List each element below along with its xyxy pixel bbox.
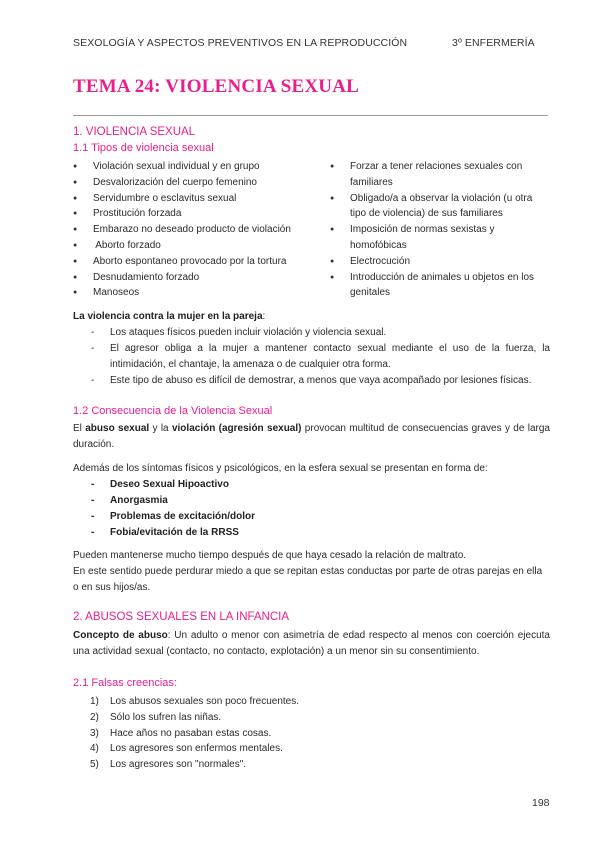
item-text: Sólo los sufren las niñas.	[110, 711, 222, 723]
item-number: 4)	[90, 743, 99, 755]
list-item: - Deseo Sexual Hipoactivo	[73, 477, 550, 493]
symptoms-intro: Además de los síntomas físicos y psicológicos, en la esfera sexual se presentan en forma de:	[73, 463, 488, 474]
list-item: - Anorgasmia	[73, 493, 550, 509]
section-1-heading: 1. VIOLENCIA SEXUAL	[73, 126, 196, 138]
persistence-paragraph: Pueden mantenerse mucho tiempo después de que haya cesado la relación de maltrato.	[73, 550, 467, 561]
consequences-paragraph	[73, 421, 550, 453]
item-text: Hace años no pasaban estas cosas.	[110, 727, 272, 739]
sexual-symptoms-list	[73, 477, 550, 541]
pareja-colon: :	[262, 311, 266, 322]
list-item	[73, 757, 550, 773]
concept-text: : Un adulto o menor con asimetría de edad respecto al menos con coerción ejecuta una actividad sexual (contacto, no contacto, explotación) a un menor sin su consentimiento.	[73, 630, 550, 657]
pareja-label-line	[73, 309, 265, 325]
list-item: - Problemas de excitación/dolor	[73, 509, 550, 525]
abuse-concept-paragraph	[73, 628, 550, 660]
list-item: ● Introducción de animales u objetos en los genitales	[330, 270, 550, 302]
list-item: ● Obligado/a a observar la violación (u otra tipo de violencia) de sus familiares	[330, 191, 550, 223]
section-1-1-heading: 1.1 Tipos de violencia sexual	[73, 142, 214, 154]
item-number: 3)	[90, 727, 99, 739]
list-item: ● Desvalorización del cuerpo femenino	[73, 175, 313, 191]
header-course: SEXOLOGÍA Y ASPECTOS PREVENTIVOS EN LA REPRODUCCIÓN	[73, 37, 408, 49]
section-1-2-heading: 1.2 Consecuencia de la Violencia Sexual	[73, 405, 273, 417]
list-item: ● Desnudamiento forzado	[73, 270, 313, 286]
list-item	[73, 694, 550, 710]
list-item: ● Forzar a tener relaciones sexuales con familiares	[330, 159, 550, 191]
list-item: - Este tipo de abuso es difícil de demostrar, a menos que vaya acompañado por lesiones físicas.	[73, 373, 550, 389]
bold-abuso: abuso sexual	[85, 423, 150, 434]
fear-paragraph: En este sentido puede perdurar miedo a que se repitan estas conductas por parte de otras parejas en ella o en sus hijos/as.	[73, 566, 543, 593]
false-beliefs-list	[73, 694, 550, 773]
title-divider	[73, 115, 548, 116]
list-item: ● Imposición de normas sexistas y homofóbicas	[330, 222, 550, 254]
list-item: ● Manoseos	[73, 285, 313, 301]
item-number: 5)	[90, 759, 99, 771]
bold-violacion: violación (agresión sexual)	[171, 423, 302, 434]
list-item	[73, 741, 550, 757]
section-2-1-heading: 2.1 Falsas creencias:	[73, 677, 177, 689]
list-item: ● Violación sexual individual y en grupo	[73, 159, 313, 175]
list-item: - Los ataques físicos pueden incluir violación y violencia sexual.	[73, 325, 550, 341]
list-item: ● Aborto espontaneo provocado por la tortura	[73, 254, 313, 270]
list-item	[73, 726, 550, 742]
text-run: y la	[149, 423, 172, 434]
pareja-list	[73, 325, 550, 389]
page-number: 198	[532, 797, 550, 809]
violence-types-right	[330, 159, 550, 301]
list-item: ● Embarazo no deseado producto de violación	[73, 222, 313, 238]
page-title: TEMA 24: VIOLENCIA SEXUAL	[73, 76, 360, 97]
list-item	[73, 710, 550, 726]
list-item: ● Aborto forzado	[73, 238, 313, 254]
concept-label: Concepto de abuso	[73, 630, 168, 641]
text-run: El	[73, 423, 86, 434]
text-run: provocan multitud de consecuencias graves y de larga duración.	[73, 423, 550, 450]
item-text: Los abusos sexuales son poco frecuentes.	[110, 696, 300, 707]
item-number: 1)	[90, 696, 99, 707]
item-text: Los agresores son enfermos mentales.	[110, 743, 283, 755]
list-item: ● Prostitución forzada	[73, 206, 313, 222]
violence-types-left	[73, 159, 313, 301]
header-year: 3º ENFERMERÍA	[452, 37, 535, 49]
item-number: 2)	[90, 711, 99, 723]
pareja-label: La violencia contra la mujer en la pareja	[73, 311, 263, 322]
list-item: ● Servidumbre o esclavitus sexual	[73, 191, 313, 207]
section-2-heading: 2. ABUSOS SEXUALES EN LA INFANCIA	[73, 611, 290, 623]
item-text: Los agresores son "normales".	[110, 759, 247, 771]
list-item: ● Electrocución	[330, 254, 550, 270]
list-item: - Fobia/evitación de la RRSS	[73, 525, 550, 541]
list-item: - El agresor obliga a la mujer a mantener contacto sexual mediante el uso de la fuerza, la intimidación, el chantaje, la amenaza o de cualquier otra forma.	[73, 341, 550, 373]
